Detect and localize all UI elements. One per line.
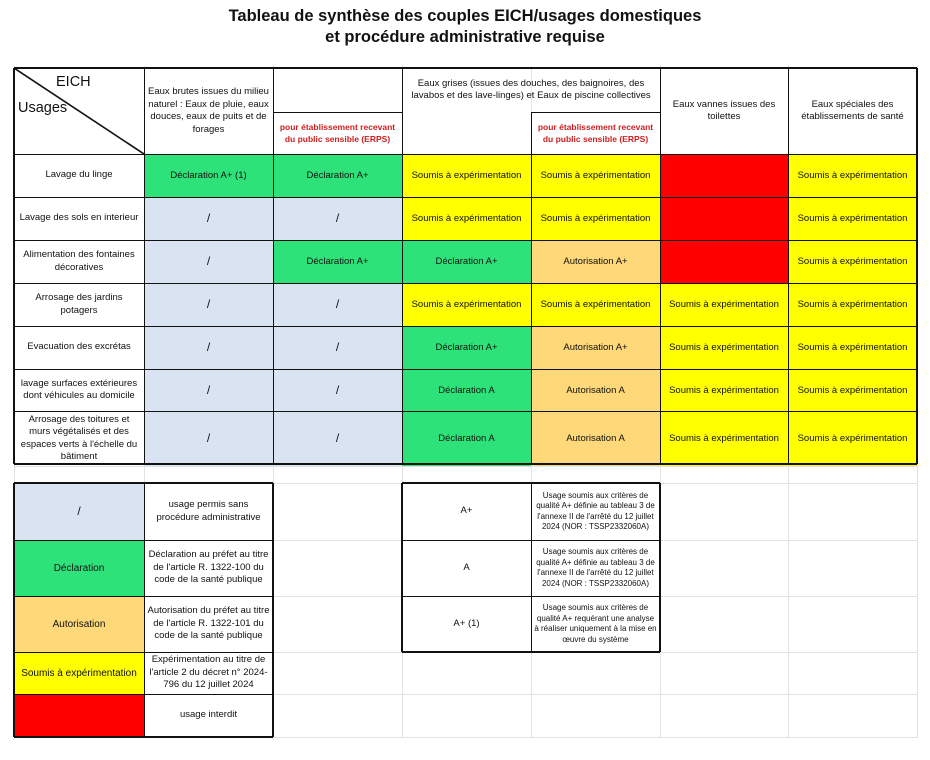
header-eaux-grises: Eaux grises (issues des douches, des baignoires, des lavabos et des lave-linges) et Eaux de piscine collectives bbox=[411, 77, 651, 101]
table-border bbox=[14, 197, 917, 198]
quality-description: Usage soumis aux critères de qualité A+ définie au tableau 3 de l'annexe II de l'arrêté du 12 juillet 2024 (NOR : TSSP2332060A) bbox=[536, 547, 655, 588]
table-border bbox=[401, 483, 403, 652]
status-cell: Autorisation A bbox=[531, 369, 660, 411]
status-cell: / bbox=[144, 240, 273, 283]
table-border bbox=[14, 67, 917, 69]
status-cell: / bbox=[144, 326, 273, 369]
status-cell: / bbox=[144, 369, 273, 411]
usage-label: Alimentation des fontaines décoratives bbox=[23, 249, 135, 273]
legend-swatch-experimentation: Soumis à expérimentation bbox=[14, 652, 144, 694]
legend-description: Déclaration au préfet au titre de l'article R. 1322-100 du code de la santé publique bbox=[148, 549, 269, 586]
status-cell: / bbox=[273, 326, 402, 369]
status-cell: Déclaration A+ (1) bbox=[144, 154, 273, 197]
table-border bbox=[14, 326, 917, 327]
corner-diagonal bbox=[14, 68, 144, 154]
quality-description: Usage soumis aux critères de qualité A+ requérant une analyse à réaliser uniquement à la mise en œuvre du système bbox=[534, 603, 657, 644]
status-cell: Déclaration A+ bbox=[402, 326, 531, 369]
status-cell: Soumis à expérimentation bbox=[660, 326, 788, 369]
table-border bbox=[788, 68, 789, 464]
header-erps-1: pour établissement recevant du public sensible (ERPS) bbox=[279, 122, 396, 144]
status-cell: Déclaration A+ bbox=[273, 240, 402, 283]
status-cell bbox=[660, 240, 788, 283]
status-cell: Soumis à expérimentation bbox=[531, 283, 660, 326]
table-border bbox=[14, 411, 917, 412]
status-cell: Déclaration A+ bbox=[273, 154, 402, 197]
status-cell: Soumis à expérimentation bbox=[788, 326, 917, 369]
table-border bbox=[273, 112, 402, 113]
status-cell: Soumis à expérimentation bbox=[788, 283, 917, 326]
table-border bbox=[659, 483, 661, 652]
status-cell: / bbox=[273, 283, 402, 326]
status-cell: Autorisation A bbox=[531, 411, 660, 466]
legend-swatch-interdit bbox=[14, 694, 144, 737]
table-border bbox=[402, 68, 403, 464]
table-border bbox=[273, 68, 274, 464]
legend-description: Expérimentation au titre de l'article 2 du décret n° 2024-796 du 12 juillet 2024 bbox=[149, 654, 268, 691]
usage-label: lavage surfaces extérieures dont véhicules au domicile bbox=[20, 377, 138, 401]
status-cell: Soumis à expérimentation bbox=[660, 411, 788, 466]
table-border bbox=[916, 68, 918, 464]
status-cell: Autorisation A+ bbox=[531, 326, 660, 369]
table-border bbox=[272, 483, 274, 737]
status-cell: Déclaration A bbox=[402, 369, 531, 411]
status-cell: / bbox=[273, 369, 402, 411]
quality-description: Usage soumis aux critères de qualité A+ définie au tableau 3 de l'annexe II de l'arrêté du 12 juillet 2024 (NOR : TSSP2332060A) bbox=[536, 490, 655, 531]
status-cell: Soumis à expérimentation bbox=[788, 369, 917, 411]
legend-description: usage permis sans procédure administrative bbox=[156, 499, 261, 523]
table-border bbox=[144, 483, 145, 737]
status-cell: Soumis à expérimentation bbox=[402, 154, 531, 197]
legend-description: usage interdit bbox=[179, 709, 238, 721]
header-eaux-brutes: Eaux brutes issues du milieu naturel : Eaux de pluie, eaux douces, eaux de puits et de forages bbox=[148, 86, 269, 135]
status-cell: Soumis à expérimentation bbox=[402, 283, 531, 326]
quality-code: A bbox=[463, 561, 470, 573]
corner-usages-label: Usages bbox=[18, 100, 68, 116]
status-cell: / bbox=[144, 283, 273, 326]
table-border bbox=[14, 154, 917, 155]
corner-eich-label: EICH bbox=[56, 74, 91, 90]
table-border bbox=[660, 68, 661, 464]
status-cell: Déclaration A bbox=[402, 411, 531, 466]
page-title bbox=[0, 6, 930, 48]
usage-label: Evacuation des excrétas bbox=[27, 341, 131, 353]
status-cell: / bbox=[273, 197, 402, 240]
table-border bbox=[14, 283, 917, 284]
table-border bbox=[531, 483, 532, 652]
status-cell: Soumis à expérimentation bbox=[531, 154, 660, 197]
status-cell: Soumis à expérimentation bbox=[788, 240, 917, 283]
status-cell: Soumis à expérimentation bbox=[788, 197, 917, 240]
status-cell: Soumis à expérimentation bbox=[402, 197, 531, 240]
table-border bbox=[531, 112, 660, 113]
usage-label: Lavage du linge bbox=[45, 169, 113, 181]
usage-label: Arrosage des toitures et murs végétalisés et des espaces verts à l'échelle du bâtiment bbox=[20, 413, 138, 462]
title-line-1: Tableau de synthèse des couples EICH/usages domestiques bbox=[228, 7, 702, 25]
table-border bbox=[14, 463, 917, 465]
status-cell: Autorisation A+ bbox=[531, 240, 660, 283]
table-border bbox=[531, 112, 532, 464]
status-cell: Soumis à expérimentation bbox=[531, 197, 660, 240]
legend-swatch-autorisation: Autorisation bbox=[14, 596, 144, 652]
status-cell: Soumis à expérimentation bbox=[660, 283, 788, 326]
usage-label: Arrosage des jardins potagers bbox=[35, 292, 123, 316]
status-cell: Soumis à expérimentation bbox=[788, 154, 917, 197]
table-border bbox=[14, 369, 917, 370]
sheet-gridline bbox=[14, 466, 918, 467]
header-eaux-speciales: Eaux spéciales des établissements de santé bbox=[801, 98, 904, 122]
header-erps-2: pour établissement recevant du public sensible (ERPS) bbox=[537, 122, 654, 144]
header-eaux-vannes: Eaux vannes issues des toilettes bbox=[672, 98, 776, 122]
legend-description: Autorisation du préfet au titre de l'article R. 1322-101 du code de la santé publique bbox=[147, 605, 270, 642]
status-cell: / bbox=[144, 197, 273, 240]
legend-swatch-declaration: Déclaration bbox=[14, 540, 144, 596]
status-cell: Soumis à expérimentation bbox=[788, 411, 917, 466]
quality-code: A+ bbox=[460, 505, 473, 517]
status-cell: Soumis à expérimentation bbox=[660, 369, 788, 411]
table-border bbox=[144, 68, 145, 464]
status-cell bbox=[660, 197, 788, 240]
table-border bbox=[14, 240, 917, 241]
status-cell: Déclaration A+ bbox=[402, 240, 531, 283]
legend-swatch-none: / bbox=[14, 483, 144, 540]
usage-label: Lavage des sols en interieur bbox=[19, 212, 139, 224]
status-cell: / bbox=[273, 411, 402, 466]
quality-code: A+ (1) bbox=[453, 617, 480, 629]
table-border bbox=[13, 483, 15, 737]
status-cell: / bbox=[144, 411, 273, 466]
title-line-2: et procédure administrative requise bbox=[325, 28, 605, 46]
table-border bbox=[13, 68, 15, 464]
status-cell bbox=[660, 154, 788, 197]
